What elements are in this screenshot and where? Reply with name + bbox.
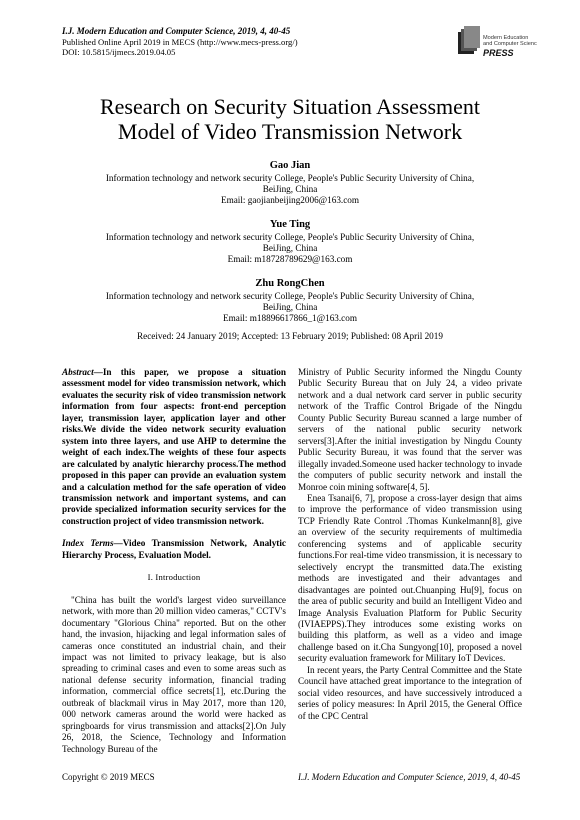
abstract-text: —In this paper, we propose a situation assessment model for video transmission network, which evaluates the security risk of video transmission network information from four aspects: front-end perception layer, transmission layer, application layer and other risks.We divide the video network security evaluation system into three layers, and use AHP to determine the weight of each index.The weights of these four aspects are calculated by analytic hierarchy process.The method proposed in this paper can provide an evaluation system and a calculation method for the safe operation of video transmission network and important systems, and can provide specialized information security services for the construction project of video transmission network.	[62, 367, 286, 526]
left-column	[62, 367, 286, 755]
abstract-label: Abstract	[62, 367, 94, 377]
right-column	[298, 367, 522, 722]
author-affiliation: Information technology and network security College, People's Public Security University of China,	[105, 232, 475, 242]
author-block-2	[40, 218, 540, 266]
footer-journal: I.J. Modern Education and Computer Science, 2019, 4, 40-45	[298, 772, 521, 782]
index-terms-label: Index Terms	[62, 538, 114, 549]
logo-word: PRESS	[483, 48, 514, 58]
title-line-2: Model of Video Transmission Network	[117, 119, 463, 144]
logo-line2: and Computer Science	[483, 41, 537, 47]
index-terms-text: —Video Transmission Network, Analytic Hierarchy Process, Evaluation Model.	[62, 538, 286, 560]
journal-header: I.J. Modern Education and Computer Science, 2019, 4, 40-45	[62, 26, 291, 36]
author-email: Email: gaojianbeijing2006@163.com	[220, 195, 360, 206]
author-block-3	[40, 277, 540, 325]
mecs-press-logo	[457, 24, 537, 68]
author-name: Zhu RongChen	[255, 278, 325, 289]
footer-copyright: Copyright © 2019 MECS	[62, 772, 155, 782]
intro-paragraph-3: In recent years, the Party Central Committee and the State Council have attached great importance to the integration of social video resources, and have successively introduced a series of policy measures: In April 2015, the General Office of the CPC Central	[298, 664, 522, 721]
author-location: BeiJing, China	[262, 302, 318, 313]
intro-paragraph-1: "China has built the world's largest video surveillance network, with more than 20 million video cameras," CCTV's documentary "Glorious China" reported. But on the other hand, the invasion, hijacking and legal information sales of cameras once constituted an industrial chain, and their impact was not limited to privacy leakage, but is also spreading to criminal cases and even to some areas such as national defense security information, financial trading information, commercial office secrets[1], etc.During the outbreak of blackmail virus in May 2017, more than 120, 000 network cameras around the world were hacked as springboards for virus transmission and attacks[2].On July 26, 2018, the Science, Technology and Information Technology Bureau of the	[62, 594, 286, 754]
intro-paragraph-continued: Ministry of Public Security informed the Ningdu County Public Security Bureau that on July 24, a video private network and a dual network card server in public security network of the Traffic Control Brigade of the Ningdu County Public Security Bureau scanned a large number of servers of the national public security network servers[3].After the initial investigation by Ningdu County Public Security Bureau, it was found that the server was illegally invaded.Someone used hacker technology to invade the computers of public security network and install the Monroe coin mining software[4, 5].	[298, 367, 522, 492]
doi-line: DOI: 10.5815/ijmecs.2019.04.05	[62, 47, 176, 57]
author-affiliation: Information technology and network security College, People's Public Security University of China,	[105, 291, 475, 301]
author-email: Email: m18896617866_1@163.com	[222, 313, 357, 324]
author-location: BeiJing, China	[262, 243, 318, 254]
author-location: BeiJing, China	[262, 184, 318, 195]
author-name: Gao Jian	[269, 160, 311, 171]
published-online-line: Published Online April 2019 in MECS (http://www.mecs-press.org/)	[62, 37, 298, 47]
author-name: Yue Ting	[269, 219, 311, 230]
abstract	[62, 367, 286, 527]
title-line-1: Research on Security Situation Assessment	[99, 94, 481, 119]
paper-title	[40, 94, 540, 144]
author-email: Email: m18728789629@163.com	[227, 254, 353, 265]
index-terms	[62, 538, 286, 561]
received-dates: Received: 24 January 2019; Accepted: 13 February 2019; Published: 08 April 2019	[137, 331, 443, 341]
mecs-logo-graphic	[457, 24, 537, 68]
logo-line1: Modern Education	[483, 35, 529, 41]
author-affiliation: Information technology and network security College, People's Public Security University of China,	[105, 173, 475, 183]
intro-paragraph-2: Enea Tsanai[6, 7], propose a cross-layer design that aims to improve the performance of video transmission using TCP Friendly Rate Control .Thomas Kunkelmann[8], give an overview of the security requirements of multimedia conferencing systems and of applicable security functions.For real-time video transmission, it is necessary to selectively encrypt the transmitted data.The existing methods are investigated and their advantages and disadvantages are pointed out.Chuanping Hu[9], focus on the area of public security and build an Intelligent Video and Image Analysis Evaluation Platform for Public Security (IVIAEPPS).They introduces some existing works on building this platform, as well as a video and image challenge based on it.Cha Sungyong[10], proposed a novel security evaluation framework for Military IoT Devices.	[298, 492, 522, 664]
author-block-1	[40, 159, 540, 207]
section-heading-introduction: I. Introduction	[147, 572, 201, 583]
